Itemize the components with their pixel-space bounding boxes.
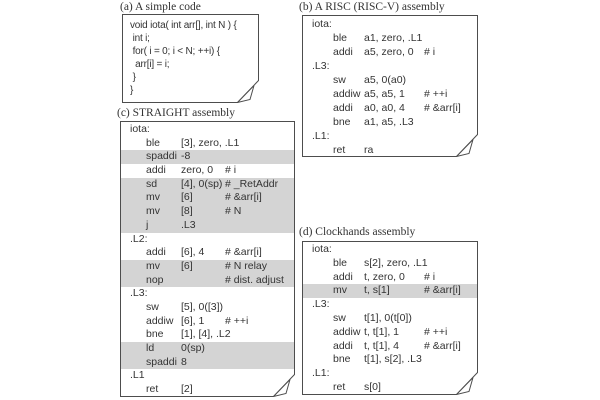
asm-comment: # &arr[i]	[424, 339, 461, 352]
asm-instruction-line	[303, 353, 477, 367]
asm-opcode: addiw	[333, 88, 361, 100]
panel-b-note	[302, 15, 478, 157]
asm-comment: # ++i	[424, 88, 448, 100]
asm-instruction-line	[303, 271, 477, 285]
asm-instruction-line	[303, 115, 477, 129]
asm-opcode: bne	[333, 353, 351, 366]
asm-opcode: addi	[333, 339, 353, 352]
asm-instruction-line	[121, 191, 294, 205]
asm-instruction-line	[303, 381, 477, 395]
asm-comment: # &arr[i]	[225, 191, 262, 204]
asm-opcode: ld	[146, 342, 155, 354]
asm-operands: t, t[1], 4	[364, 339, 400, 352]
asm-operands: 0(sp)	[181, 342, 205, 354]
asm-opcode: spaddi	[146, 355, 177, 368]
asm-operands: a5, zero, 0	[364, 46, 414, 58]
asm-operands: t, zero, 0	[364, 270, 405, 283]
asm-instruction-line	[121, 328, 294, 342]
asm-label-line: .L3:	[130, 287, 148, 300]
asm-opcode: ret	[333, 380, 346, 393]
asm-operands: [3], zero, .L1	[181, 136, 240, 149]
asm-label-line: .L1:	[312, 367, 330, 380]
asm-opcode: ble	[333, 256, 348, 269]
asm-instruction-line	[303, 45, 477, 59]
asm-opcode: j	[146, 218, 149, 231]
asm-opcode: sw	[146, 300, 159, 313]
asm-instruction-line	[121, 219, 294, 233]
asm-opcode: ble	[146, 136, 161, 149]
asm-comment: # &arr[i]	[424, 102, 461, 114]
asm-operands: .L3	[181, 218, 196, 231]
code-line: arr[i] = i;	[130, 59, 170, 70]
asm-comment: # i	[424, 46, 436, 58]
asm-label-line: .L2:	[130, 232, 148, 245]
asm-opcode: sw	[333, 311, 346, 324]
asm-operands: 8	[181, 355, 187, 368]
asm-comment: # i	[424, 270, 436, 283]
asm-instruction-line	[121, 178, 294, 192]
asm-operands: [5], 0([3])	[181, 300, 224, 313]
asm-instruction-line	[303, 73, 477, 87]
asm-operands: t, t[1], 1	[364, 325, 400, 338]
asm-operands: [2]	[181, 383, 193, 396]
asm-instruction-line	[121, 246, 294, 260]
code-line: void iota( int arr[], int N ) {	[130, 20, 237, 31]
asm-operands: zero, 0	[181, 164, 214, 177]
asm-instruction-line	[121, 356, 294, 370]
asm-opcode: addi	[333, 270, 353, 283]
asm-comment: # &arr[i]	[225, 246, 262, 259]
asm-operands: [4], 0(sp)	[181, 177, 223, 190]
page-fold-icon	[269, 373, 295, 397]
panel-b-title: (b) A RISC (RISC-V) assembly	[299, 1, 445, 13]
asm-comment: # &arr[i]	[424, 284, 461, 297]
asm-instruction-line	[121, 342, 294, 356]
asm-instruction-line	[121, 164, 294, 178]
asm-opcode: ret	[146, 383, 159, 396]
asm-operands: s[0]	[364, 380, 381, 393]
code-line: int i;	[130, 33, 150, 44]
asm-opcode: nop	[146, 273, 164, 286]
asm-instruction-line	[121, 205, 294, 219]
asm-opcode: ble	[333, 32, 348, 44]
asm-label-line: iota:	[312, 243, 332, 255]
asm-opcode: mv	[146, 205, 160, 218]
asm-opcode: addi	[333, 102, 353, 114]
asm-operands: [6]	[181, 191, 193, 204]
panel-d-note	[302, 241, 478, 395]
asm-comment: # ++i	[225, 314, 249, 327]
asm-comment: # N	[225, 205, 242, 218]
asm-label-line: .L1:	[312, 130, 330, 142]
panel-b-code	[303, 16, 477, 157]
asm-instruction-line	[303, 101, 477, 115]
asm-label-line: iota:	[312, 18, 332, 30]
asm-opcode: addi	[146, 246, 166, 259]
asm-instruction-line	[303, 340, 477, 354]
asm-opcode: ret	[333, 144, 346, 156]
asm-operands: a5, 0(a0)	[364, 74, 407, 86]
asm-operands: [6], 4	[181, 246, 205, 259]
asm-opcode: sd	[146, 177, 158, 190]
asm-instruction-line	[303, 312, 477, 326]
asm-opcode: bne	[146, 328, 164, 341]
asm-operands: t[1], s[2], .L3	[364, 353, 422, 366]
page-fold-icon	[452, 133, 478, 157]
asm-operands: [6]	[181, 259, 193, 272]
panel-c-title: (c) STRAIGHT assembly	[117, 107, 235, 119]
asm-comment: # i	[225, 164, 237, 177]
asm-instruction-line	[121, 137, 294, 151]
asm-opcode: mv	[146, 259, 160, 272]
panel-c-code	[121, 122, 294, 397]
asm-comment: # ++i	[424, 325, 448, 338]
asm-instruction-line	[303, 31, 477, 45]
asm-label-line: .L1	[130, 369, 145, 382]
panel-d-code	[303, 242, 477, 395]
asm-opcode: spaddi	[146, 150, 177, 163]
asm-operands: [1], [4], .L2	[181, 328, 231, 341]
asm-opcode: addi	[146, 164, 166, 177]
asm-comment: # dist. adjust	[225, 273, 284, 286]
asm-opcode: mv	[146, 191, 160, 204]
code-line: }	[130, 85, 134, 96]
asm-instruction-line	[121, 301, 294, 315]
asm-instruction-line	[303, 326, 477, 340]
asm-operands: t[1], 0(t[0])	[364, 311, 412, 324]
panel-d-title: (d) Clockhands assembly	[299, 226, 416, 238]
asm-operands	[181, 274, 225, 288]
asm-instruction-line	[303, 257, 477, 271]
asm-operands: [8]	[181, 205, 193, 218]
asm-opcode: addiw	[333, 325, 361, 338]
asm-operands: [6], 1	[181, 314, 205, 327]
panel-a-title: (a) A simple code	[120, 1, 201, 13]
asm-operands: -8	[181, 150, 191, 163]
asm-operands: t, s[1]	[364, 284, 390, 297]
page-fold-icon	[452, 371, 478, 395]
asm-instruction-line	[121, 150, 294, 164]
asm-instruction-line	[121, 260, 294, 274]
asm-instruction-line	[121, 274, 294, 288]
asm-comment: # N relay	[225, 259, 268, 272]
page-fold-icon	[233, 79, 259, 103]
asm-opcode: addi	[333, 46, 353, 58]
asm-label-line: .L3:	[312, 298, 330, 311]
asm-instruction-line	[303, 87, 477, 101]
asm-label-line: .L3:	[312, 60, 330, 72]
asm-comment: # _RetAddr	[225, 177, 279, 190]
asm-operands: ra	[364, 144, 374, 156]
asm-opcode: sw	[333, 74, 346, 86]
asm-operands: a0, a0, 4	[364, 102, 405, 114]
asm-operands: a5, a5, 1	[364, 88, 405, 100]
asm-opcode: mv	[333, 284, 347, 297]
asm-instruction-line	[303, 284, 477, 298]
asm-opcode: bne	[333, 116, 351, 128]
panel-c-note	[120, 121, 295, 397]
code-line: for( i = 0; i < N; ++i) {	[130, 46, 220, 57]
asm-operands: a1, a5, .L3	[364, 116, 414, 128]
asm-opcode: addiw	[146, 314, 174, 327]
asm-instruction-line	[303, 143, 477, 157]
asm-operands: a1, zero, .L1	[364, 32, 423, 44]
code-line: }	[130, 72, 136, 83]
asm-operands: s[2], zero, .L1	[364, 256, 428, 269]
asm-label-line: iota:	[130, 123, 150, 135]
asm-instruction-line	[121, 315, 294, 329]
panel-a-note	[122, 14, 259, 103]
